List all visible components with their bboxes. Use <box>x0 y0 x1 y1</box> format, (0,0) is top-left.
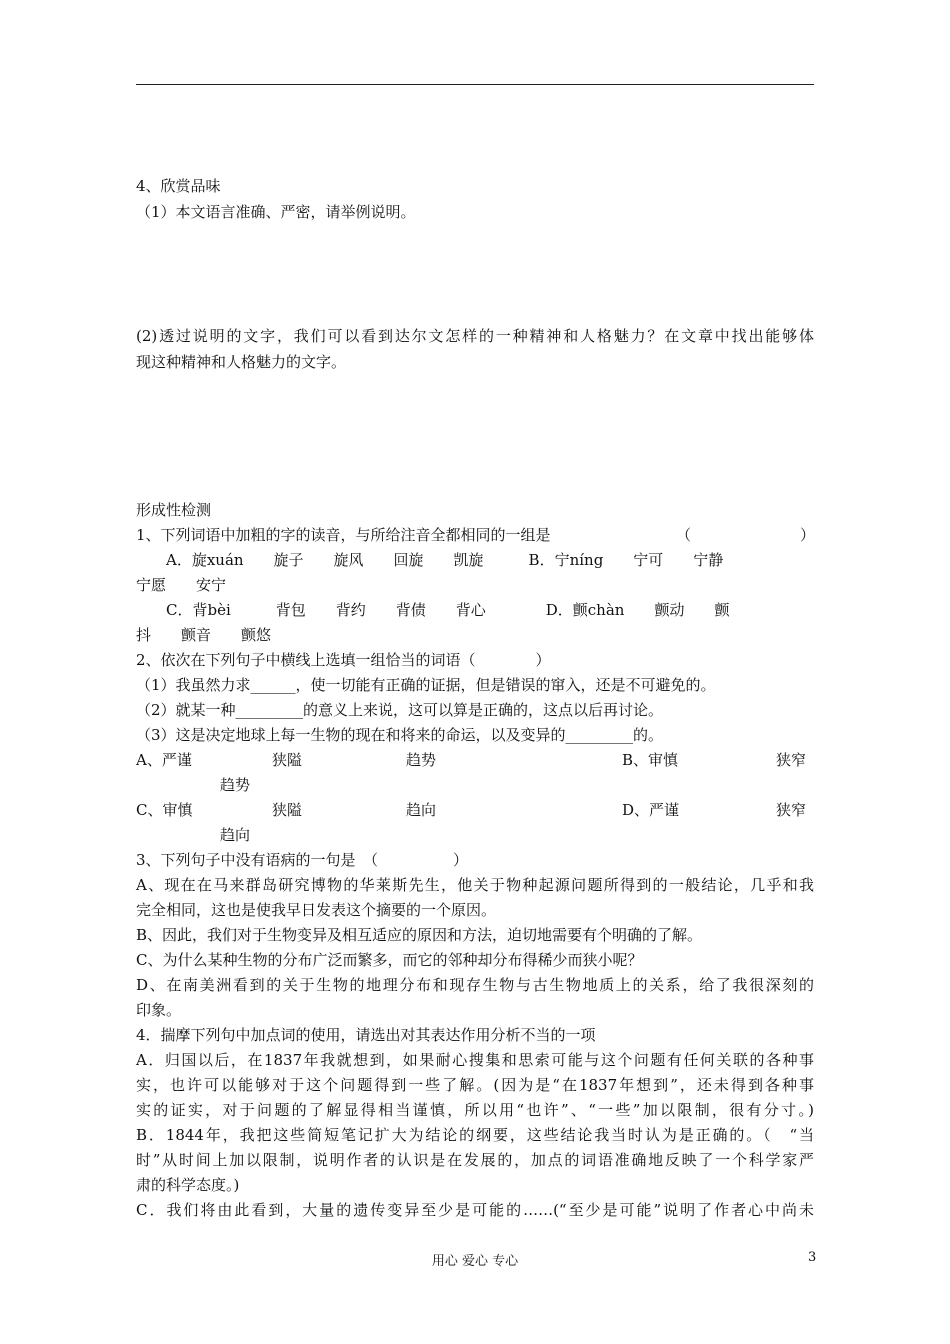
question-stem: 2、依次在下列句子中横线上选填一组恰当的词语（ ） <box>136 651 551 669</box>
sentence-item: （1）我虽然力求______，使一切能有正确的证据，但是错误的窜入，还是不可避免的。 <box>136 676 716 694</box>
option-line: C．我们将由此看到，大量的遗传变异至少是可能的……(“至少是可能”说明了作者心中尚未 <box>136 1201 814 1219</box>
answer-bracket-open: （ <box>676 526 692 544</box>
page-number: 3 <box>808 1250 817 1265</box>
option-line: B．1844年，我把这些简短笔记扩大为结论的纲要，这些结论我当时认为是正确的。（ “当 <box>136 1126 814 1144</box>
option-b-word1: B、审慎 <box>622 751 679 769</box>
question-stem: 1、下列词语中加粗的字的读音，与所给注音全都相同的一组是 <box>136 526 551 544</box>
question-text: （1）本文语言准确、严密，请举例说明。 <box>136 203 416 221</box>
option-line: 时”从时间上加以限制，说明作者的认识是在发展的，加点的词语准确地反映了一个科学家严 <box>136 1151 814 1169</box>
option-line: 实的证实，对于问题的了解显得相当谨慎，所以用“也许”、“一些”加以限制，很有分寸。) <box>136 1101 814 1119</box>
section-heading: 形成性检测 <box>136 501 212 519</box>
option-d-word3: 趋向 <box>220 826 251 844</box>
option-line: C、为什么某种生物的分布广泛而繁多，而它的邻种却分布得稀少而狭小呢？ <box>136 951 643 969</box>
section-heading: 4、欣赏品味 <box>136 177 221 195</box>
option-line: 印象。 <box>136 1001 182 1019</box>
option-line: 抖 颤音 颤悠 <box>136 626 272 644</box>
option-line: D、在南美洲看到的关于生物的地理分布和现存生物与古生物地质上的关系，给了我很深刻的 <box>136 976 814 994</box>
sentence-item: （2）就某一种_________的意义上来说，这可以算是正确的，这点以后再讨论。 <box>136 701 664 719</box>
question-text: (2)透过说明的文字，我们可以看到达尔文怎样的一种精神和人格魅力？在文章中找出能够体 <box>136 327 814 345</box>
option-line: B、因此，我们对于生物变异及相互适应的原因和方法，迫切地需要有个明确的了解。 <box>136 926 703 944</box>
sentence-item: （3）这是决定地球上每一生物的现在和将来的命运，以及变异的_________的。 <box>136 726 664 744</box>
option-d-word2: 狭窄 <box>776 801 807 819</box>
option-b-word3: 趋势 <box>220 776 251 794</box>
option-line: A．旋xuán 旋子 旋风 回旋 凯旋 B．宁níng 宁可 宁静 <box>166 551 724 569</box>
option-c-word3: 趋向 <box>406 801 437 819</box>
option-line: A、现在在马来群岛研究博物的华莱斯先生，他关于物种起源问题所得到的一般结论，几乎和我 <box>136 876 814 894</box>
option-line: A．归国以后，在1837年我就想到，如果耐心搜集和思索可能与这个问题有任何关联的各种事 <box>136 1051 814 1069</box>
option-b-word2: 狭窄 <box>776 751 807 769</box>
option-line: C．背bèi 背包 背约 背债 背心 D．颤chàn 颤动 颤 <box>166 601 730 619</box>
option-d-word1: D、严谨 <box>622 801 680 819</box>
option-a-word3: 趋势 <box>406 751 437 769</box>
question-text: 现这种精神和人格魅力的文字。 <box>136 353 347 371</box>
answer-bracket-close: ） <box>800 526 816 544</box>
option-a-word1: A、严谨 <box>136 751 192 769</box>
option-line: 实，也许可以能够对于这个问题得到一些了解。(因为是“在1837年想到”，还未得到各种事 <box>136 1076 814 1094</box>
header-rule <box>136 84 814 85</box>
option-c-word1: C、审慎 <box>136 801 193 819</box>
question-stem: 3、下列句子中没有语病的一句是 （ ） <box>136 851 469 869</box>
option-line: 肃的科学态度。) <box>136 1176 240 1194</box>
question-stem: 4．揣摩下列句中加点词的使用，请选出对其表达作用分析不当的一项 <box>136 1026 596 1044</box>
page-footer: 用心 爱心 专心 <box>431 1254 519 1269</box>
option-line: 宁愿 安宁 <box>136 576 227 594</box>
option-line: 完全相同，这也是使我早日发表这个摘要的一个原因。 <box>136 901 497 919</box>
option-c-word2: 狭隘 <box>272 801 303 819</box>
option-a-word2: 狭隘 <box>272 751 303 769</box>
